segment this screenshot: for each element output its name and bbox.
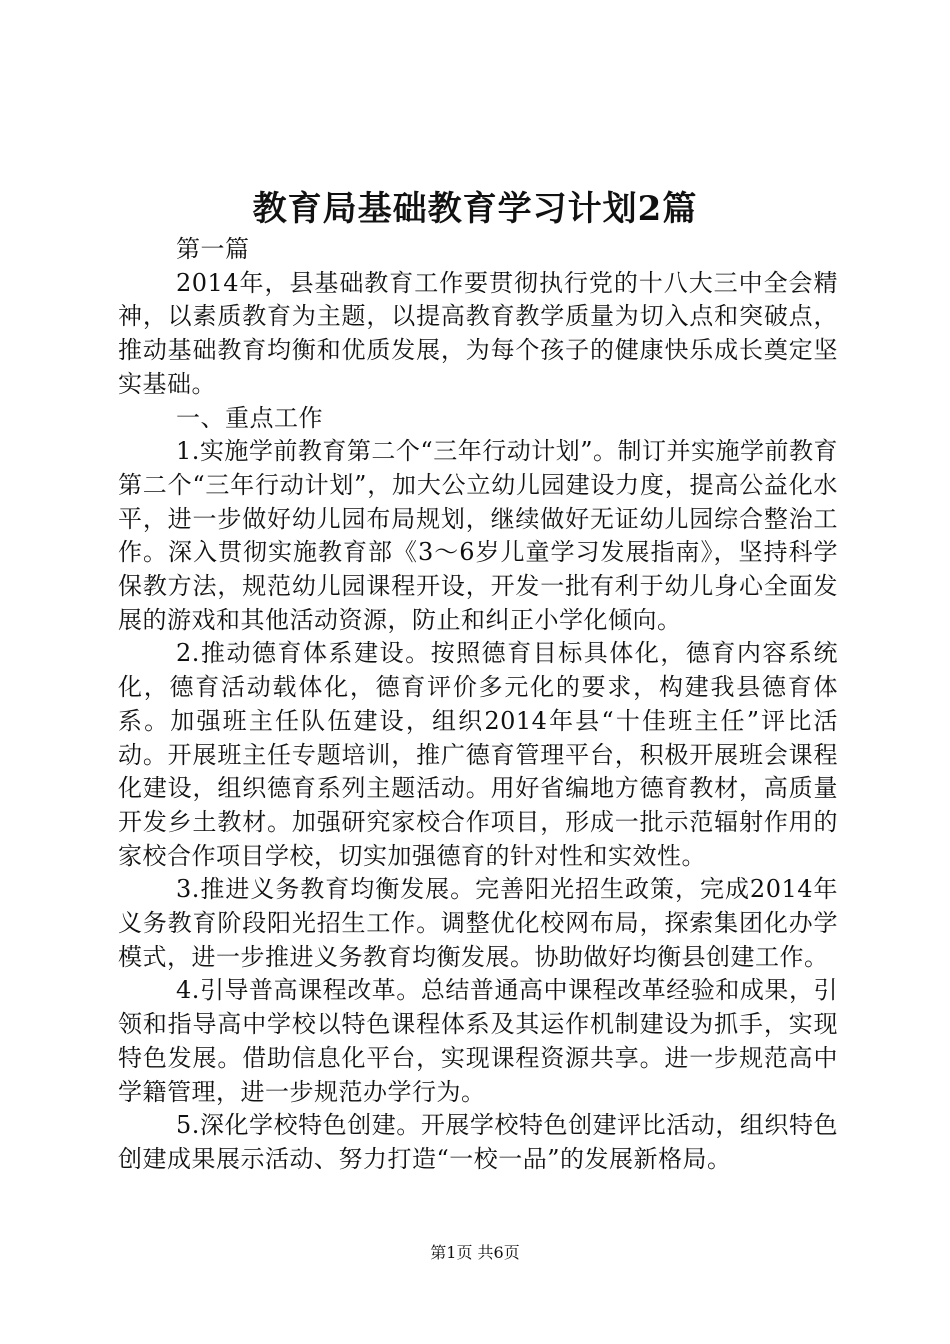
- intro-paragraph: 2014年，县基础教育工作要贯彻执行党的十八大三中全会精神，以素质教育为主题，以提高教育教学质量为切入点和突破点，推动基础教育均衡和优质发展，为每个孩子的健康快乐成长奠定坚实基础。: [118, 268, 838, 398]
- section-heading-key-work: 一、重点工作: [176, 403, 323, 432]
- item-1-paragraph: 1.实施学前教育第二个“三年行动计划”。制订并实施学前教育第二个“三年行动计划”，加大公立幼儿园建设力度，提高公益化水平，进一步做好幼儿园布局规划，继续做好无证幼儿园综合整治工作。深入贯彻实施教育部《3～6岁儿童学习发展指南》，坚持科学保教方法，规范幼儿园课程开设，开发一批有利于幼儿身心全面发展的游戏和其他活动资源，防止和纠正小学化倾向。: [118, 437, 838, 634]
- item-3-paragraph: 3.推进义务教育均衡发展。完善阳光招生政策，完成2014年义务教育阶段阳光招生工作。调整优化校网布局，探索集团化办学模式，进一步推进义务教育均衡发展。协助做好均衡县创建工作。: [118, 875, 838, 971]
- document-body: [118, 233, 838, 1177]
- item-5-paragraph: 5.深化学校特色创建。开展学校特色创建评比活动，组织特色创建成果展示活动、努力打造“一校一品”的发展新格局。: [118, 1111, 838, 1173]
- item-2-paragraph: 2.推动德育体系建设。按照德育目标具体化，德育内容系统化，德育活动载体化，德育评价多元化的要求，构建我县德育体系。加强班主任队伍建设，组织2014年县“十佳班主任”评比活动。开展班主任专题培训，推广德育管理平台，积极开展班会课程化建设，组织德育系列主题活动。用好省编地方德育教材，高质量开发乡土教材。加强研究家校合作项目，形成一批示范辐射作用的家校合作项目学校，切实加强德育的针对性和实效性。: [118, 639, 838, 870]
- item-4-paragraph: 4.引导普高课程改革。总结普通高中课程改革经验和成果，引领和指导高中学校以特色课程体系及其运作机制建设为抓手，实现特色发展。借助信息化平台，实现课程资源共享。进一步规范高中学籍管理，进一步规范办学行为。: [118, 976, 838, 1106]
- section-heading-part-one: 第一篇: [176, 235, 250, 263]
- document-title: 教育局基础教育学习计划2篇: [252, 189, 698, 229]
- page-number-footer: 第1页 共6页: [430, 1243, 520, 1262]
